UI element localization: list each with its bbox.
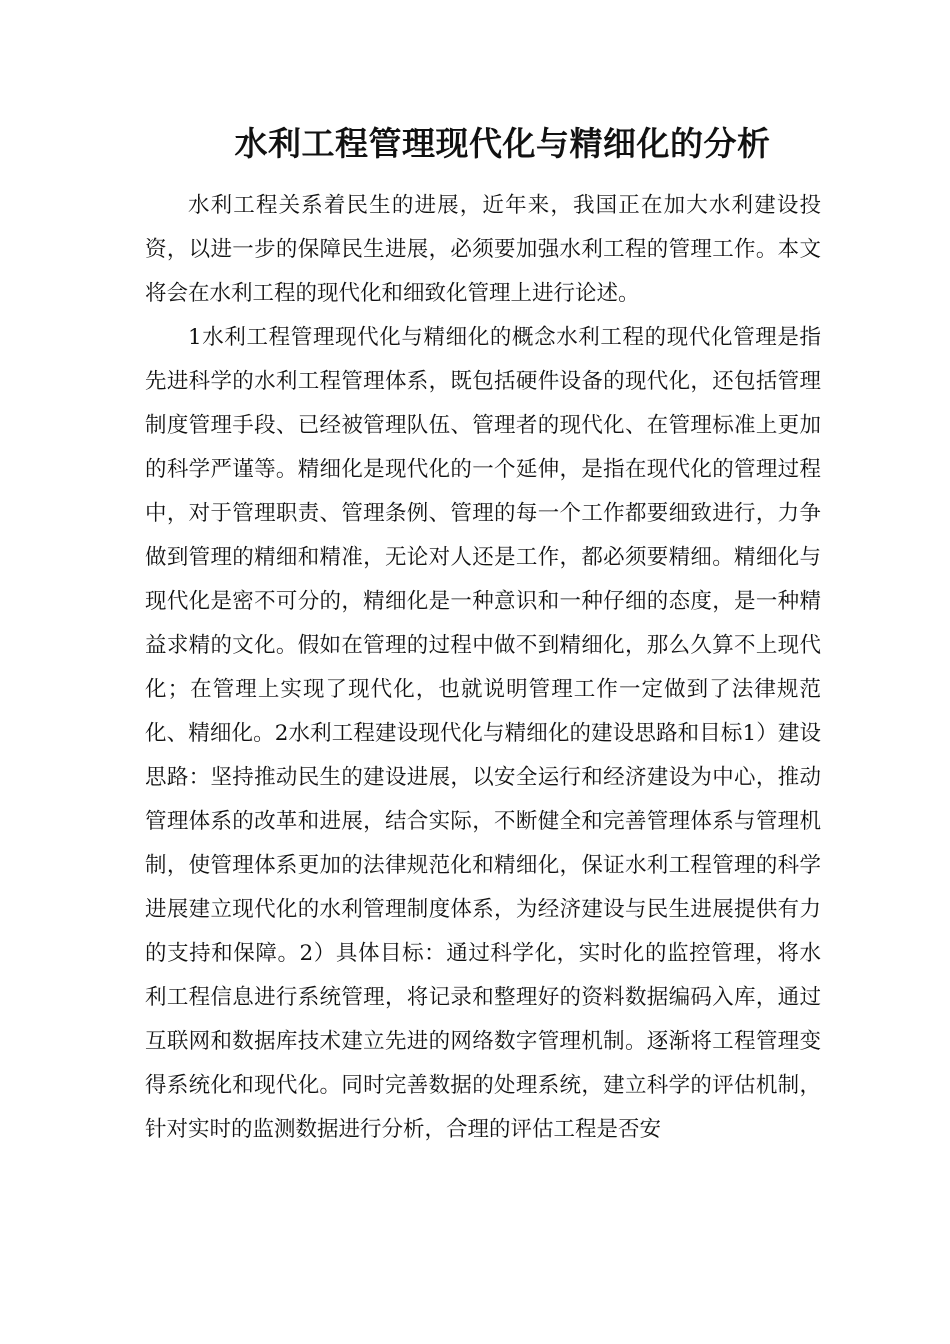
document-body <box>145 184 821 1152</box>
document-title: 水利工程管理现代化与精细化的分析 <box>234 124 771 163</box>
title-container <box>0 118 950 170</box>
paragraph-intro: 水利工程关系着民生的进展，近年来，我国正在加大水利建设投资，以进一步的保障民生进展，必须要加强水利工程的管理工作。本文将会在水利工程的现代化和细致化管理上进行论述。 <box>145 193 821 306</box>
paragraph-main: 1水利工程管理现代化与精细化的概念水利工程的现代化管理是指先进科学的水利工程管理体系，既包括硬件设备的现代化，还包括管理制度管理手段、已经被管理队伍、管理者的现代化、在管理标准上更加的科学严谨等。精细化是现代化的一个延伸，是指在现代化的管理过程中，对于管理职责、管理条例、管理的每一个工作都要细致进行，力争做到管理的精细和精准，无论对人还是工作，都必须要精细。精细化与现代化是密不可分的，精细化是一种意识和一种仔细的态度，是一种精益求精的文化。假如在管理的过程中做不到精细化，那么久算不上现代化；在管理上实现了现代化，也就说明管理工作一定做到了法律规范化、精细化。2水利工程建设现代化与精细化的建设思路和目标1）建设思路：坚持推动民生的建设进展，以安全运行和经济建设为中心，推动管理体系的改革和进展，结合实际，不断健全和完善管理体系与管理机制，使管理体系更加的法律规范化和精细化，保证水利工程管理的科学进展建立现代化的水利管理制度体系，为经济建设与民生进展提供有力的支持和保障。2）具体目标：通过科学化，实时化的监控管理，将水利工程信息进行系统管理，将记录和整理好的资料数据编码入库，通过互联网和数据库技术建立先进的网络数字管理机制。逐渐将工程管理变得系统化和现代化。同时完善数据的处理系统，建立科学的评估机制，针对实时的监测数据进行分析，合理的评估工程是否安 <box>145 325 821 1142</box>
